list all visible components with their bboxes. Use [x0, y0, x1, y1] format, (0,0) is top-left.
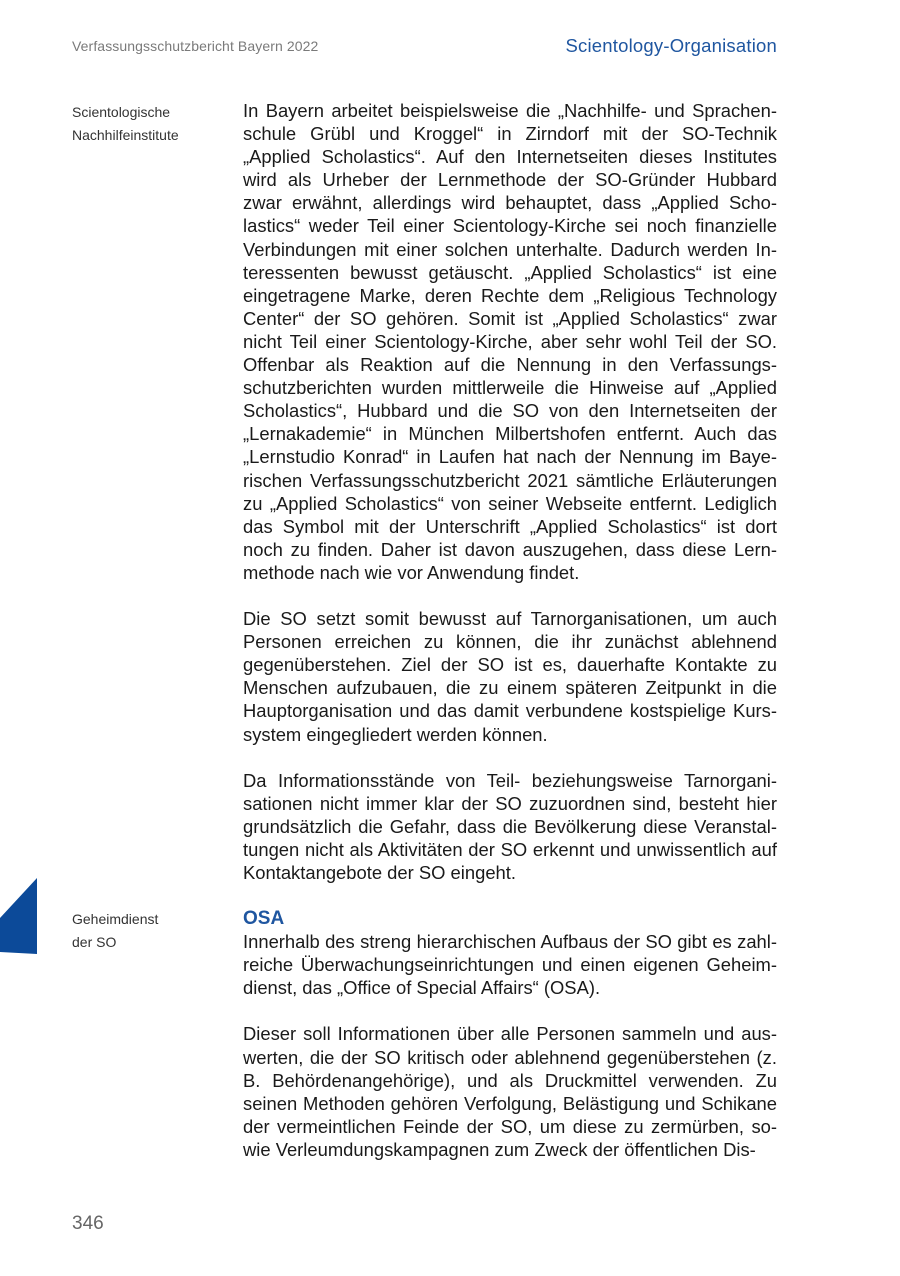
- paragraph: Die SO setzt somit bewusst auf Tarnorganisationen, um auch Personen erreichen zu können, die ihr zunächst ablehnend gegenüberstehen. Ziel der SO ist es, dauerhafte Kontakte zu Menschen aufzubauen, die zu einem späteren Zeitpunkt in die Hauptorganisation und das damit verbundene kostspielige Kurssystem eingegliedert werden können.: [243, 608, 777, 745]
- paragraph: Innerhalb des streng hierarchischen Aufbaus der SO gibt es zahlreiche Überwachungseinrichtungen und einen eigenen Geheimdienst, das „Office of Special Affairs“ (OSA).: [243, 931, 777, 999]
- paragraph: Dieser soll Informationen über alle Personen sammeln und auswerten, die der SO kritisch oder ablehnend gegenüberstehen (z. B. Behördenangehörige), und als Druckmittel verwenden. Zu seinen Methoden gehören Verfolgung, Belästigung und Schikane der vermeintlichen Feinde der SO, um diese zu zermürben, sowie Verleumdungskampagnen zum Zweck der öffentlichen Dis-: [243, 1023, 777, 1160]
- osa-section: [243, 907, 777, 1161]
- main-text-column: [243, 99, 777, 884]
- chapter-tab-marker: [0, 878, 37, 954]
- section-heading-osa: OSA: [243, 908, 285, 929]
- margin-note-line: Scientologische: [72, 104, 171, 120]
- chapter-title: Scientology-Organisation: [565, 35, 777, 56]
- page-number: 346: [72, 1213, 104, 1234]
- paragraph: In Bayern arbeitet beispielsweise die „Nachhilfe- und Sprachenschule Grübl und Kroggel“ in Zirndorf mit der SO-Technik „Applied Scholastics“. Auf den Internetseiten dieses Institutes wird als Urheber der Lernmethode der SO-Gründer Hubbard zwar erwähnt, allerdings wird behauptet, dass „Applied Scholastics“ weder Teil einer Scientology-Kirche sei noch finanzielle Verbindungen mit einer solchen unterhalte. Dadurch werden Interessenten bewusst getäuscht. „Applied Scholastics“ ist eine eingetragene Marke, deren Rechte dem „Religious Technology Center“ der SO gehören. Somit ist „Applied Scholastics“ zwar nicht Teil einer Scientology-Kirche, aber sehr wohl Teil der SO. Offenbar als Reaktion auf die Nennung in den Verfassungsschutzberichten wurden mittlerweile die Hinweise auf „Applied Scholastics“, Hubbard und die SO von den Internetseiten der „Lernakademie“ in München Milbertshofen entfernt. Auch das „Lernstudio Konrad“ in Laufen hat nach der Nennung im Bayerischen Verfassungsschutzbericht 2021 sämtliche Erläuterungen zu „Applied Scholastics“ von seiner Webseite entfernt. Lediglich das Symbol mit der Unterschrift „Applied Scholastics“ ist dort noch zu finden. Daher ist davon auszugehen, dass diese Lernmethode nach wie vor Anwendung findet.: [243, 100, 777, 583]
- margin-note-line: Geheimdienst: [72, 911, 159, 927]
- paragraph: Da Informationsstände von Teil- beziehungsweise Tarnorganisationen nicht immer klar der SO zuzuordnen sind, besteht hier grundsätzlich die Gefahr, dass die Bevölkerung diese Veranstaltungen nicht als Aktivitäten der SO erkennt und unwissentlich auf Kontaktangebote der SO eingeht.: [243, 769, 777, 884]
- margin-note-nachhilfeinstitute: [72, 101, 232, 147]
- margin-note-line: der SO: [72, 934, 117, 950]
- margin-note-geheimdienst: [72, 908, 232, 954]
- margin-note-line: Nachhilfeinstitute: [72, 127, 179, 143]
- running-header-title: Verfassungsschutzbericht Bayern 2022: [72, 38, 319, 54]
